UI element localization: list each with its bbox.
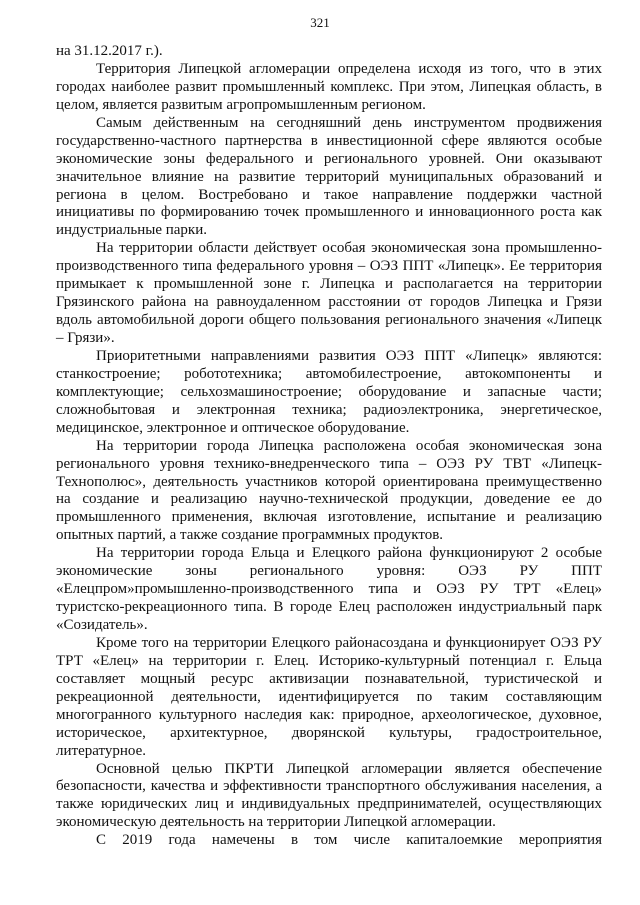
text-line: Приоритетными направлениями развития ОЭЗ ППТ «Липецк» являются: bbox=[96, 347, 602, 364]
text-line: медицинское, электронное и оптическое оборудование. bbox=[56, 419, 410, 436]
text-line: также юридических лиц и индивидуальных предпринимателей, осуществляющих bbox=[56, 796, 602, 813]
paragraph-continuation bbox=[56, 43, 602, 61]
text-line: сложнобытовая и электронная техника; радиоэлектроника, энергетическое, bbox=[56, 401, 602, 418]
paragraph-agglomeration-territory bbox=[56, 61, 602, 115]
text-line: туристско-рекреационного типа. В городе Елец расположен индустриальный парк bbox=[56, 599, 602, 616]
text-line: многогранного культурного наследия как: природное, археологическое, духовное, bbox=[56, 706, 602, 723]
body-text bbox=[56, 43, 602, 850]
text-line: – Грязи». bbox=[56, 330, 115, 346]
text-line: Технополюс», деятельность участников которой ориентирована преимущественно bbox=[56, 473, 602, 490]
text-line: рекреационной деятельности, идентифицируется по таким составляющим bbox=[56, 688, 602, 705]
text-line: литературное. bbox=[56, 742, 146, 759]
text-line: государственно-частного партнерства в инвестиционной сфере являются особые bbox=[56, 132, 602, 149]
text-line: примыкает к промышленной зоне г. Липецка и располагается на территории bbox=[56, 276, 602, 293]
text-line: на 31.12.2017 г.). bbox=[56, 43, 163, 59]
text-line: На территории области действует особая экономическая зона промышленно- bbox=[96, 240, 602, 257]
text-line: безопасности, качества и эффективности транспортного обслуживания населения, а bbox=[56, 778, 602, 795]
text-line: историческое, архитектурное, дворянской культуры, градостроительное, bbox=[56, 724, 602, 741]
text-line: производственного типа федерального уровня – ОЭЗ ППТ «Липецк». Ее территория bbox=[56, 258, 602, 275]
text-line: экономические зоны федерального и регионального уровней. Они оказывают bbox=[56, 150, 602, 167]
paragraph-pkrti-goal bbox=[56, 761, 602, 833]
text-line: Основной целью ПКРТИ Липецкой агломерации является обеспечение bbox=[96, 760, 602, 777]
paragraph-since-2019 bbox=[56, 832, 602, 850]
text-line: экономические зоны регионального уровня: ОЭЗ РУ ППТ bbox=[56, 563, 602, 580]
text-line: На территории города Липецка расположена особая экономическая зона bbox=[96, 437, 602, 454]
text-line: С 2019 года намечены в том числе капиталоемкие мероприятия bbox=[96, 832, 602, 849]
text-line: ТРТ «Елец» на территории г. Елец. Историко-культурный потенциал г. Ельца bbox=[56, 652, 602, 669]
paragraph-special-economic-zones bbox=[56, 115, 602, 241]
text-line: «Елецпром»промышленно-производственного типа и ОЭЗ РУ ТРТ «Елец» bbox=[56, 581, 602, 598]
text-line: городах наиболее развит промышленный комплекс. При этом, Липецкая область, в bbox=[56, 78, 602, 95]
page-number: 321 bbox=[310, 15, 330, 30]
text-line: составляет мощный ресурс активизации познавательной, туристической и bbox=[56, 670, 602, 687]
paragraph-priority-directions bbox=[56, 348, 602, 438]
text-line: промышленного применения, включая изготовление, испытание и реализацию bbox=[56, 509, 602, 526]
text-line: «Созидатель». bbox=[56, 617, 148, 633]
paragraph-oez-ru-tvt bbox=[56, 438, 602, 546]
text-line: значительное влияние на развитие территорий муниципальных образований и bbox=[56, 168, 602, 185]
text-line: на создание и реализацию научно-технической продукции, доведение ее до bbox=[56, 491, 602, 508]
text-line: Самым действенным на сегодняшний день инструментом продвижения bbox=[96, 114, 602, 131]
text-line: вдоль автомобильной дороги общего пользования регионального значения «Липецк bbox=[56, 312, 602, 329]
text-line: регионального уровня технико-внедренческого типа – ОЭЗ РУ ТВТ «Липецк- bbox=[56, 455, 602, 472]
paragraph-yelets-heritage bbox=[56, 635, 602, 761]
paragraph-oez-ppt-lipetsk bbox=[56, 240, 602, 348]
text-line: Кроме того на территории Елецкого районасоздана и функционирует ОЭЗ РУ bbox=[96, 634, 602, 651]
text-line: индустриальные парки. bbox=[56, 222, 207, 239]
text-line: опытных партий, а также создание программных продуктов. bbox=[56, 527, 444, 544]
text-line: Грязинского района на равноудаленном расстоянии от городов Липецка и Грязи bbox=[56, 294, 602, 311]
text-line: Территория Липецкой агломерации определена исходя из того, что в этих bbox=[96, 60, 602, 77]
text-line: экономическую деятельность на территории Липецкой агломерации. bbox=[56, 814, 496, 831]
paragraph-yelets-zones bbox=[56, 545, 602, 635]
text-line: региона в целом. Востребовано и такое направление поддержки частной bbox=[56, 186, 602, 203]
text-line: На территории города Ельца и Елецкого района функционируют 2 особые bbox=[96, 545, 602, 562]
text-line: целом, является развитым агропромышленным регионом. bbox=[56, 96, 426, 113]
text-line: комплектующие; сельхозмашиностроение; оборудование и запасные части; bbox=[56, 383, 602, 400]
text-line: инициативы по формированию точек промышленного и инновационного роста как bbox=[56, 204, 602, 221]
text-line: станкостроение; робототехника; автомобилестроение, автокомпоненты и bbox=[56, 365, 602, 382]
